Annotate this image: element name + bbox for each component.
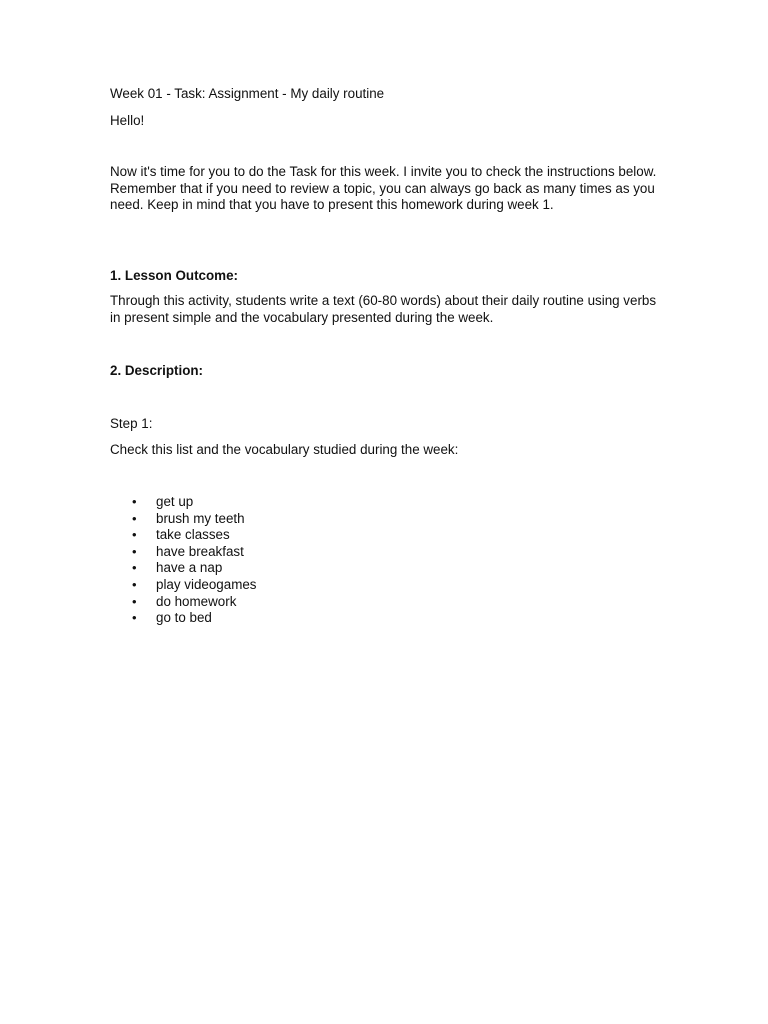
greeting: Hello! — [110, 113, 145, 128]
list-item — [110, 560, 257, 577]
vocabulary-list — [110, 494, 257, 627]
list-item — [110, 594, 257, 611]
bullet-icon: • — [132, 494, 137, 509]
list-item-text: play videogames — [156, 576, 257, 592]
list-item — [110, 527, 257, 544]
intro-paragraph: Now it's time for you to do the Task for this week. I invite you to check the instructions below. Remember that if you need to review a topic, you can always go back as many times as you need. Keep in mind that you have to present this homework during week 1. — [110, 164, 657, 213]
list-item-text: go to bed — [156, 610, 212, 626]
section2-heading: 2. Description: — [110, 363, 204, 378]
bullet-icon: • — [132, 560, 137, 576]
list-item-text: have breakfast — [156, 543, 244, 559]
section1-heading: 1. Lesson Outcome: — [110, 268, 238, 283]
document-title: Week 01 - Task: Assignment - My daily routine — [110, 86, 385, 101]
list-item-text: brush my teeth — [156, 510, 245, 526]
bullet-icon: • — [132, 510, 137, 526]
list-item-text: do homework — [156, 593, 237, 609]
section1-text: Through this activity, students write a text (60-80 words) about their daily routine using verbs in present simple and the vocabulary presented during the week. — [110, 293, 657, 325]
bullet-icon: • — [132, 543, 137, 559]
list-item-text: have a nap — [156, 560, 223, 576]
bullet-icon: • — [132, 610, 137, 626]
bullet-icon: • — [132, 593, 137, 609]
step1-label: Step 1: — [110, 416, 153, 431]
list-item — [110, 544, 257, 561]
list-item — [110, 511, 257, 528]
list-item — [110, 494, 257, 511]
bullet-icon: • — [132, 576, 137, 592]
list-item-text: get up — [156, 494, 194, 509]
bullet-icon: • — [132, 527, 137, 543]
list-item — [110, 610, 257, 627]
list-item — [110, 577, 257, 594]
step1-instruction: Check this list and the vocabulary studied during the week: — [110, 442, 459, 457]
list-item-text: take classes — [156, 527, 230, 543]
